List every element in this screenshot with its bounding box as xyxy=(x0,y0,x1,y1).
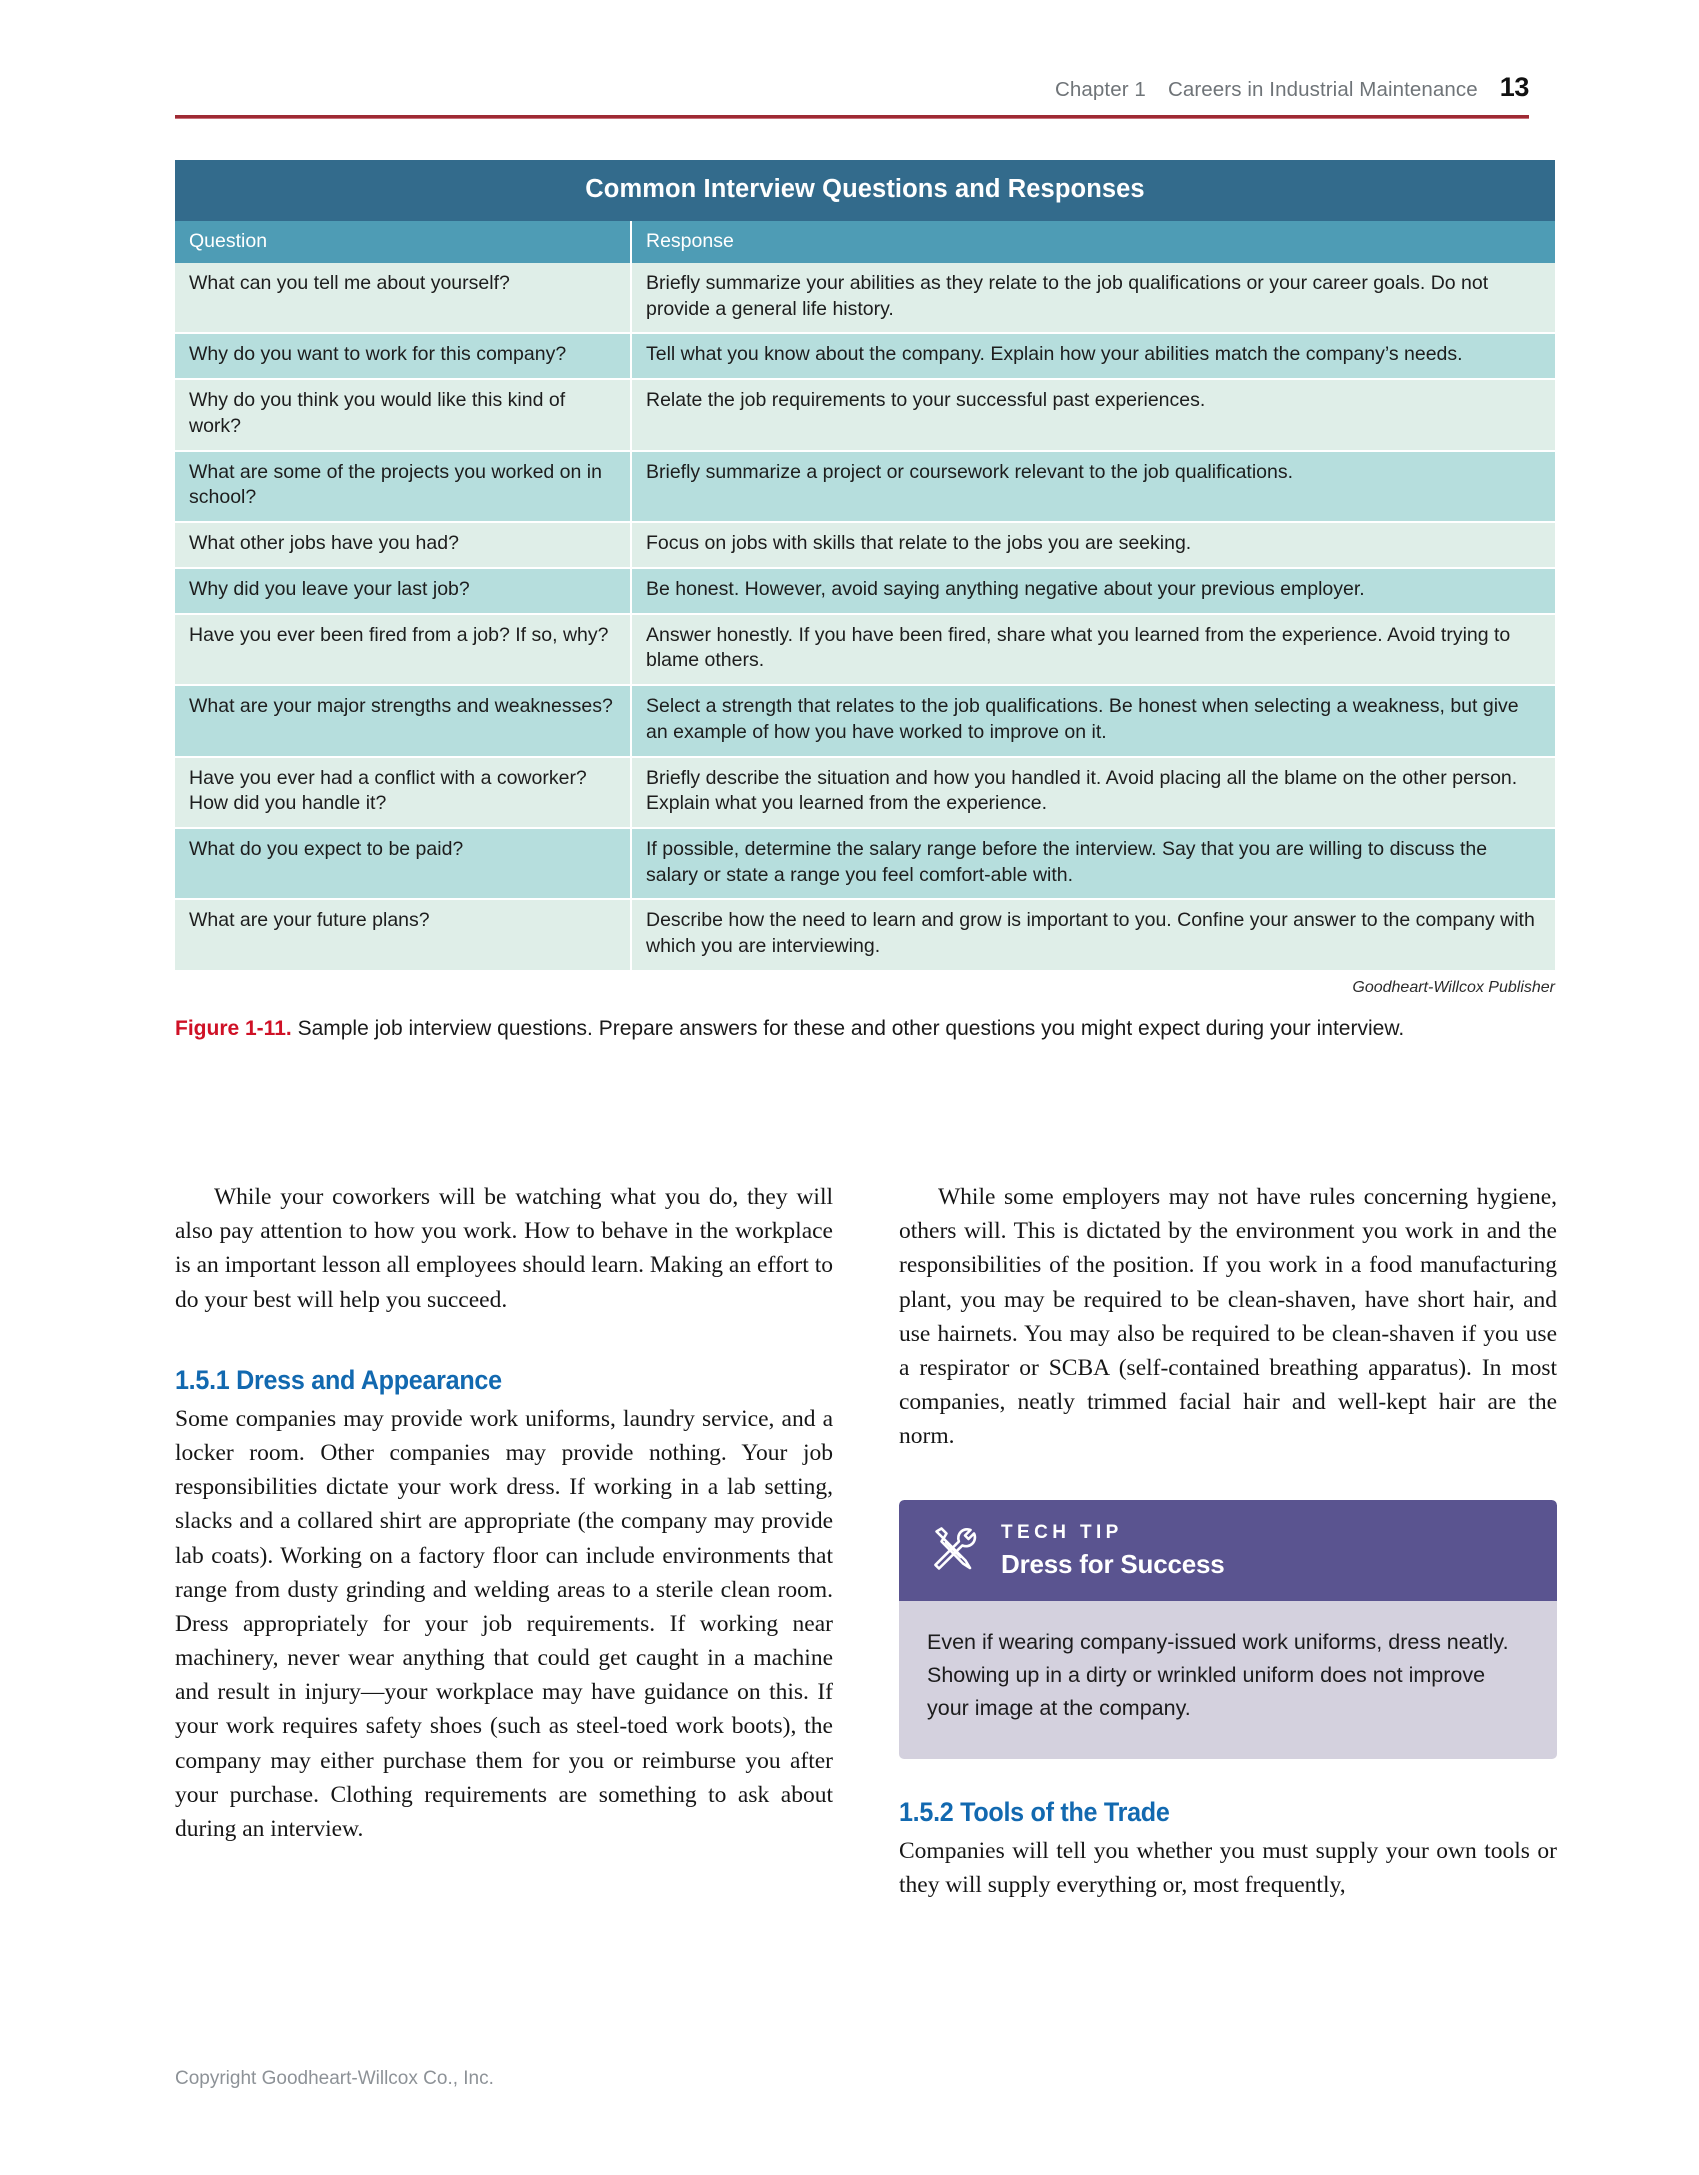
table-row xyxy=(175,899,1555,970)
figure-credit: Goodheart-Willcox Publisher xyxy=(1352,978,1555,996)
paragraph: While your coworkers will be watching what you do, they will also pay attention to how you work. How to behave in the workplace is an important lesson all employees should learn. Making an effort to do your best will help you succeed. xyxy=(175,1184,833,1313)
wrench-screwdriver-icon xyxy=(925,1522,981,1583)
cell-response: Briefly summarize your abilities as they relate to the job qualifications or your career goals. Do not provide a general life history. xyxy=(631,263,1555,333)
table-row xyxy=(175,568,1555,614)
running-head-chapter: Chapter 1 xyxy=(1055,78,1146,101)
cell-response: Focus on jobs with skills that relate to the jobs you are seeking. xyxy=(631,522,1555,568)
tech-tip-box xyxy=(899,1500,1557,1759)
figure-caption xyxy=(175,1014,1555,1044)
column-header-response: Response xyxy=(631,221,1555,263)
column-header-question: Question xyxy=(175,221,631,263)
cell-question: Have you ever been fired from a job? If so, why? xyxy=(175,614,631,685)
table-row xyxy=(175,333,1555,379)
table-body xyxy=(175,263,1555,971)
table-row xyxy=(175,757,1555,828)
table-row xyxy=(175,828,1555,899)
header-rule xyxy=(175,115,1529,118)
table-header-row xyxy=(175,221,1555,263)
table-row xyxy=(175,685,1555,756)
body-columns xyxy=(175,1180,1557,2030)
cell-response: Relate the job requirements to your successful past experiences. xyxy=(631,379,1555,450)
paragraph: Companies will tell you whether you must supply your own tools or they will supply everything or, most frequently, xyxy=(899,1837,1557,1899)
cell-response: Select a strength that relates to the job qualifications. Be honest when selecting a weakness, but give an example of how you have worked to improve on it. xyxy=(631,685,1555,756)
tech-tip-header xyxy=(899,1500,1557,1601)
tech-tip-title: Dress for Success xyxy=(1001,1549,1225,1579)
table-row xyxy=(175,379,1555,450)
figure-1-11 xyxy=(175,160,1555,1044)
column-right xyxy=(899,1180,1557,1902)
table-row xyxy=(175,451,1555,522)
footer-copyright: Copyright Goodheart-Willcox Co., Inc. xyxy=(175,2068,494,2089)
cell-response: Tell what you know about the company. Explain how your abilities match the company’s needs. xyxy=(631,333,1555,379)
heading-1-5-2: 1.5.2 Tools of the Trade xyxy=(899,1796,1170,1827)
running-head-title: Careers in Industrial Maintenance xyxy=(1167,78,1478,101)
cell-question: What can you tell me about yourself? xyxy=(175,263,631,333)
column-left xyxy=(175,1180,833,1846)
table-row xyxy=(175,614,1555,685)
tech-tip-kicker: TECH TIP xyxy=(1001,1522,1123,1543)
cell-response: If possible, determine the salary range before the interview. Say that you are willing to discuss the salary or state a range you feel comfort-able with. xyxy=(631,828,1555,899)
cell-question: Why did you leave your last job? xyxy=(175,568,631,614)
cell-response: Briefly summarize a project or coursework relevant to the job qualifications. xyxy=(631,451,1555,522)
cell-question: Have you ever had a conflict with a coworker? How did you handle it? xyxy=(175,757,631,828)
interview-questions-table xyxy=(175,160,1555,972)
page-number: 13 xyxy=(1499,72,1529,102)
cell-response: Be honest. However, avoid saying anything negative about your previous employer. xyxy=(631,568,1555,614)
cell-question: What other jobs have you had? xyxy=(175,522,631,568)
cell-response: Briefly describe the situation and how you handled it. Avoid placing all the blame on the other person. Explain what you learned from the experience. xyxy=(631,757,1555,828)
cell-question: What are some of the projects you worked on in school? xyxy=(175,451,631,522)
cell-question: What are your future plans? xyxy=(175,899,631,970)
table-title: Common Interview Questions and Responses xyxy=(175,160,1555,221)
table-row xyxy=(175,522,1555,568)
cell-response: Describe how the need to learn and grow is important to you. Confine your answer to the company with which you are interviewing. xyxy=(631,899,1555,970)
cell-response: Answer honestly. If you have been fired, share what you learned from the experience. Avoid trying to blame others. xyxy=(631,614,1555,685)
cell-question: Why do you want to work for this company? xyxy=(175,333,631,379)
figure-caption-label: Figure 1-11. xyxy=(175,1016,292,1040)
figure-caption-text: Sample job interview questions. Prepare answers for these and other questions you might expect during your interview. xyxy=(297,1016,1405,1040)
paragraph: Some companies may provide work uniforms, laundry service, and a locker room. Other companies may provide nothing. Your job responsibilities dictate your work dress. If working in a lab setting, slacks and a collared shirt are appropriate (the company may provide lab coats). Working on a factory floor can include environments that range from dusty grinding and welding areas to a sterile clean room. Dress appropriately for your job requirements. If working near machinery, never wear anything that could get caught in a machine and result in injury—your workplace may have guidance on this. If your work requires safety shoes (such as steel-toed work boots), the company may either purchase them for you or reimburse you after your purchase. Clothing requirements are something to ask about during an interview. xyxy=(175,1405,833,1842)
cell-question: What are your major strengths and weaknesses? xyxy=(175,685,631,756)
heading-1-5-1: 1.5.1 Dress and Appearance xyxy=(175,1364,502,1395)
cell-question: Why do you think you would like this kind of work? xyxy=(175,379,631,450)
table-row xyxy=(175,263,1555,333)
paragraph: While some employers may not have rules concerning hygiene, others will. This is dictated by the environment you work in and the responsibilities of the position. If you work in a food manufacturing plant, you may be required to be clean-shaven, have short hair, and use hairnets. You may also be required to be clean-shaven if you use a respirator or SCBA (self-contained breathing apparatus). In most companies, neatly trimmed facial hair and well-kept hair are the norm. xyxy=(899,1184,1557,1450)
tech-tip-labels xyxy=(1001,1522,1225,1580)
running-head xyxy=(175,72,1529,103)
tech-tip-body: Even if wearing company-issued work uniforms, dress neatly. Showing up in a dirty or wrinkled uniform does not improve your image at the company. xyxy=(899,1601,1557,1759)
cell-question: What do you expect to be paid? xyxy=(175,828,631,899)
